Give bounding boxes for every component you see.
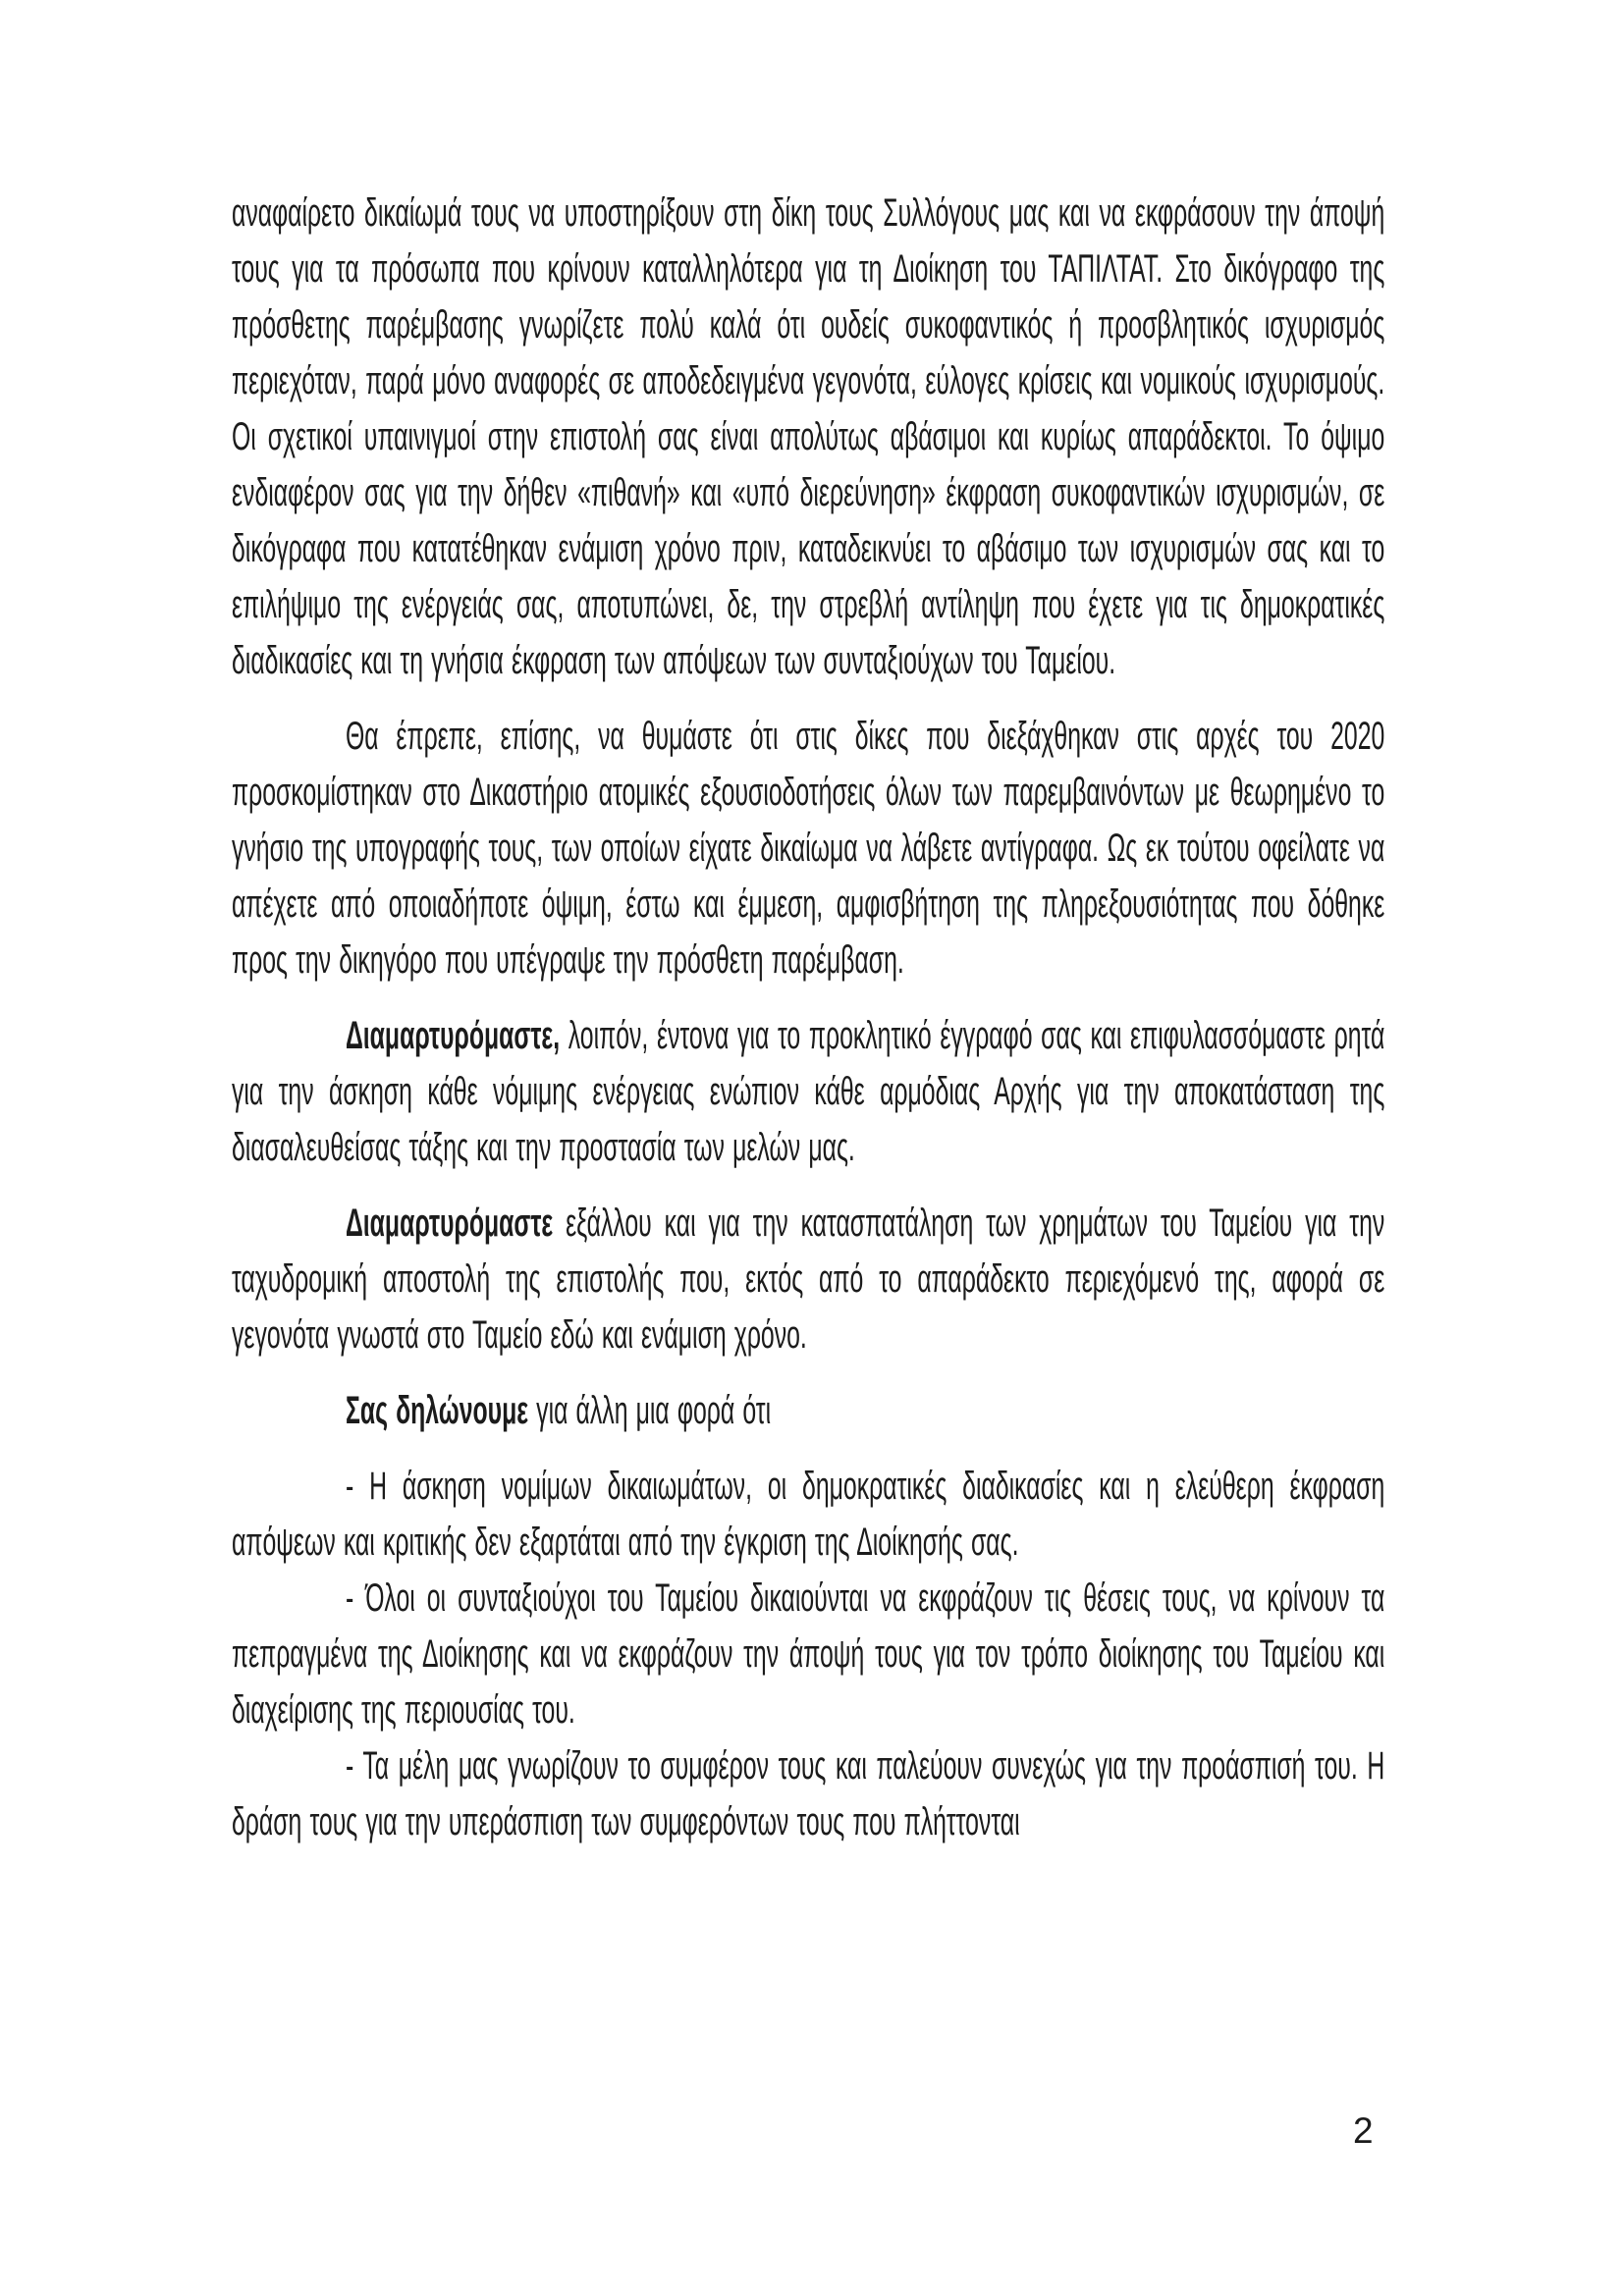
body-paragraph — [232, 709, 1384, 988]
paragraph-text: εξάλλου και για την κατασπατάληση των χρημάτων του Ταμείου για την ταχυδρομική αποστολή της επιστολής που, εκτός από το απαράδεκτο περιεχόμενό της, αφορά σε γεγονότα γνωστά στο Ταμείο εδώ και ενάμιση χρόνο. — [232, 1201, 1385, 1357]
bullet-paragraph — [232, 1571, 1384, 1738]
paragraph-text: Θα έπρεπε, επίσης, να θυμάστε ότι στις δίκες που διεξάχθηκαν στις αρχές του 2020 προσκομίστηκαν στο Δικαστήριο ατομικές εξουσιοδοτήσεις όλων των παρεμβαινόντων με θεωρημένο το γνήσιο της υπογραφής τους, των οποίων είχατε δικαίωμα να λάβετε αντίγραφα. Ως εκ τούτου οφείλατε να απέχετε από οποιαδήποτε όψιμη, έστω και έμμεση, αμφισβήτηση της πληρεξουσιότητας που δόθηκε προς την δικηγόρο που υπέγραψε την πρόσθετη παρέμβαση. — [232, 715, 1385, 982]
paragraph-text: λοιπόν, έντονα για το προκλητικό έγγραφό σας και επιφυλασσόμαστε ρητά για την άσκηση κάθε νόμιμης ενέργειας ενώπιον κάθε αρμόδιας Αρχής για την αποκατάσταση της διασαλευθείσας τάξης και την προστασία των μελών μας. — [232, 1014, 1385, 1169]
letter-body — [232, 186, 1390, 1850]
paragraph-lead-bold: Διαμαρτυρόμαστε — [345, 1201, 554, 1245]
paragraph-lead-bold: Σας δηλώνουμε — [345, 1389, 529, 1432]
paragraph-text: - Τα μέλη μας γνωρίζουν το συμφέρον τους και παλεύουν συνεχώς για την προάσπισή του. Η δράση τους για την υπεράσπιση των συμφερόντων τους που πλήττονται — [232, 1744, 1385, 1843]
letter-body-text — [232, 186, 1384, 1850]
paragraph-text: - Η άσκηση νομίμων δικαιωμάτων, οι δημοκρατικές διαδικασίες και η ελεύθερη έκφραση απόψεων και κριτικής δεν εξαρτάται από την έγκριση της Διοίκησής σας. — [232, 1465, 1385, 1564]
paragraph-text: - Όλοι οι συνταξιούχοι του Ταμείου δικαιούνται να εκφράζουν τις θέσεις τους, να κρίνουν τα πεπραγμένα της Διοίκησης και να εκφράζουν την άποψή τους για τον τρόπο διοίκησης του Ταμείου και διαχείρισης της περιουσίας του. — [232, 1576, 1385, 1732]
page-number: 2 — [1353, 2110, 1374, 2151]
body-paragraph — [232, 1383, 1384, 1439]
body-paragraph — [232, 1196, 1384, 1363]
paragraph-text: αναφαίρετο δικαίωμά τους να υποστηρίξουν στη δίκη τους Συλλόγους μας και να εκφράσουν την άποψή τους για τα πρόσωπα που κρίνουν καταλληλότερα για τη Διοίκηση του ΤΑΠΙΛΤΑΤ. Στο δικόγραφο της πρόσθετης παρέμβασης γνωρίζετε πολύ καλά ότι ουδείς συκοφαντικός ή προσβλητικός ισχυρισμός περιεχόταν, παρά μόνο αναφορές σε αποδεδειγμένα γεγονότα, εύλογες κρίσεις και νομικούς ισχυρισμούς. Οι σχετικοί υπαινιγμοί στην επιστολή σας είναι απολύτως αβάσιμοι και κυρίως απαράδεκτοι. Το όψιμο ενδιαφέρον σας για την δήθεν «πιθανή» και «υπό διερεύνηση» έκφραση συκοφαντικών ισχυρισμών, σε δικόγραφα που κατατέθηκαν ενάμιση χρόνο πριν, καταδεικνύει το αβάσιμο των ισχυρισμών σας και το επιλήψιμο της ενέργειάς σας, αποτυπώνει, δε, την στρεβλή αντίληψη που έχετε για τις δημοκρατικές διαδικασίες και τη γνήσια έκφραση των απόψεων των συνταξιούχων του Ταμείου. — [232, 191, 1385, 682]
paragraph-text: για άλλη μια φορά ότι — [528, 1389, 772, 1432]
body-paragraph — [232, 186, 1384, 689]
body-paragraph — [232, 1008, 1384, 1176]
bullet-paragraph — [232, 1738, 1384, 1850]
bullet-paragraph — [232, 1459, 1384, 1571]
paragraph-lead-bold: Διαμαρτυρόμαστε, — [345, 1014, 561, 1057]
